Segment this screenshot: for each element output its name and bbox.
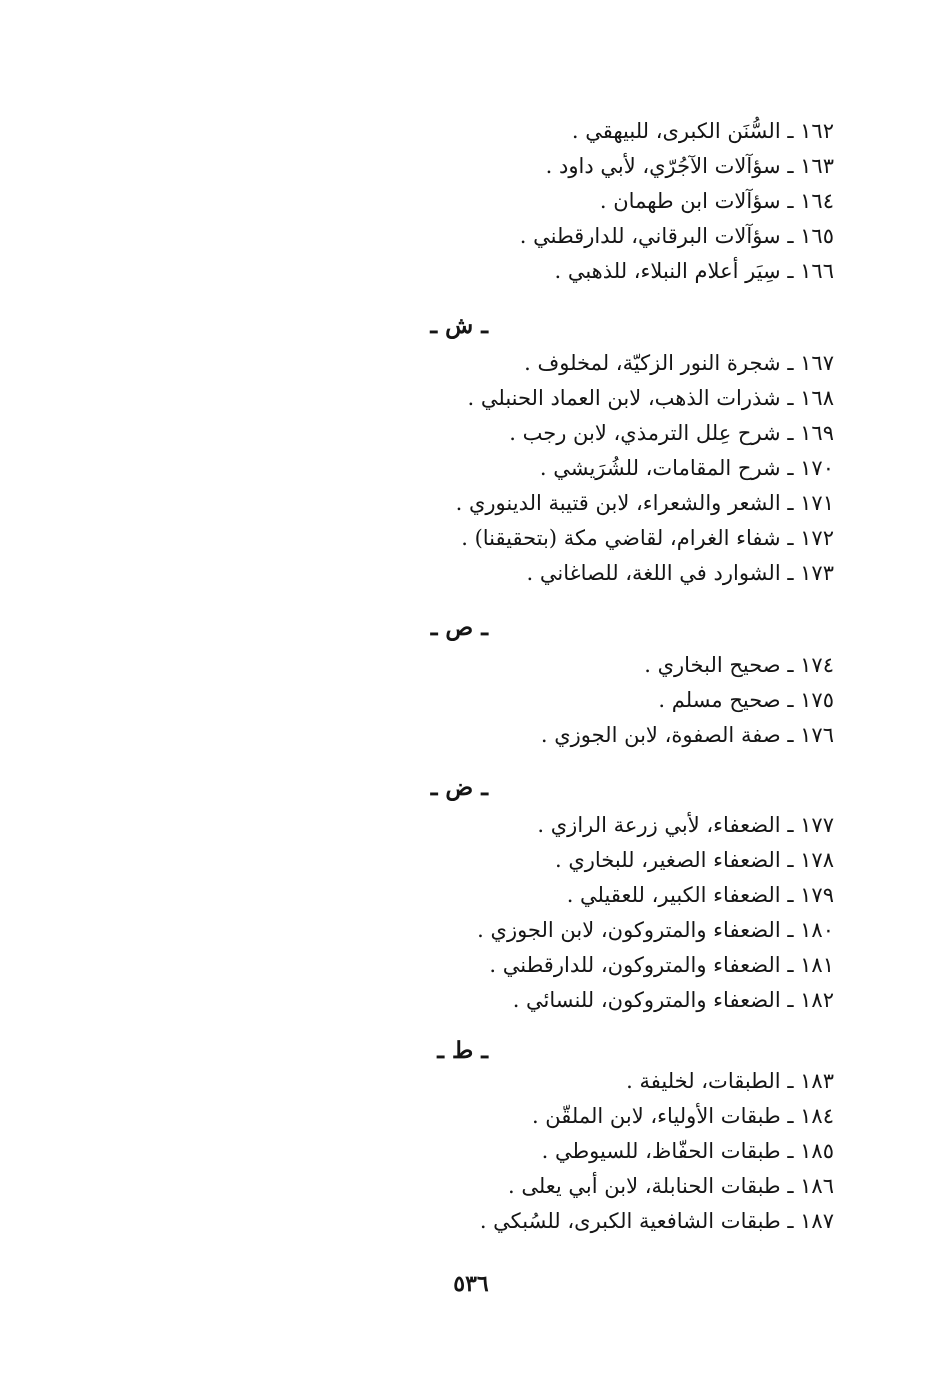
bibliography-entry: ١٨٣ ـ الطبقات، لخليفة . [626,1069,834,1093]
bibliography-entry: ١٧١ ـ الشعر والشعراء، لابن قتيبة الدينوري . [455,491,834,515]
page-number: ٥٣٦ [453,1271,489,1297]
bibliography-entry: ١٦٦ ـ سِيَر أعلام النبلاء، للذهبي . [554,259,834,283]
bibliography-entry: ١٧٤ ـ صحيح البخاري . [644,653,834,677]
bibliography-entry: ١٧٦ ـ صفة الصفوة، لابن الجوزي . [540,723,834,747]
bibliography-entry: ١٦٩ ـ شرح عِلل الترمذي، لابن رجب . [509,421,834,445]
bibliography-entry: ١٧٨ ـ الضعفاء الصغير، للبخاري . [554,848,834,872]
bibliography-entry: ١٧٣ ـ الشوارد في اللغة، للصاغاني . [526,561,834,585]
bibliography-entry: ١٨٥ ـ طبقات الحفّاظ، للسيوطي . [541,1139,834,1163]
section-heading-sad: ـ ص ـ [430,614,488,641]
bibliography-entry: ١٧٥ ـ صحيح مسلم . [658,688,834,712]
section-heading-dad: ـ ض ـ [430,774,488,801]
bibliography-entry: ١٧٧ ـ الضعفاء، لأبي زرعة الرازي . [537,813,834,837]
bibliography-entry: ١٨١ ـ الضعفاء والمتروكون، للدارقطني . [489,953,834,977]
bibliography-entry: ١٨٦ ـ طبقات الحنابلة، لابن أبي يعلى . [507,1174,834,1198]
bibliography-entry: ١٦٨ ـ شذرات الذهب، لابن العماد الحنبلي . [467,386,834,410]
bibliography-entry: ١٧٠ ـ شرح المقامات، للشُرَيشي . [539,456,834,480]
bibliography-entry: ١٦٥ ـ سؤآلات البرقاني، للدارقطني . [519,224,834,248]
bibliography-entry: ١٨٢ ـ الضعفاء والمتروكون، للنسائي . [512,988,834,1012]
bibliography-entry: ١٦٢ ـ السُّنَن الكبرى، للبيهقي . [571,119,834,143]
section-heading-shin: ـ ش ـ [430,312,488,339]
bibliography-entry: ١٦٧ ـ شجرة النور الزكيّة، لمخلوف . [524,351,834,375]
bibliography-entry: ١٧٢ ـ شفاء الغرام، لقاضي مكة (بتحقيقنا) . [461,526,834,550]
bibliography-entry: ١٦٤ ـ سؤآلات ابن طهمان . [599,189,834,213]
bibliography-entry: ١٨٤ ـ طبقات الأولياء، لابن الملقّن . [531,1104,834,1128]
bibliography-entry: ١٧٩ ـ الضعفاء الكبير، للعقيلي . [566,883,834,907]
bibliography-entry: ١٨٧ ـ طبقات الشافعية الكبرى، للسُبكي . [479,1209,834,1233]
section-heading-ta: ـ ط ـ [437,1037,488,1064]
bibliography-entry: ١٦٣ ـ سؤآلات الآجُرّي، لأبي داود . [545,154,834,178]
bibliography-entry: ١٨٠ ـ الضعفاء والمتروكون، لابن الجوزي . [477,918,834,942]
